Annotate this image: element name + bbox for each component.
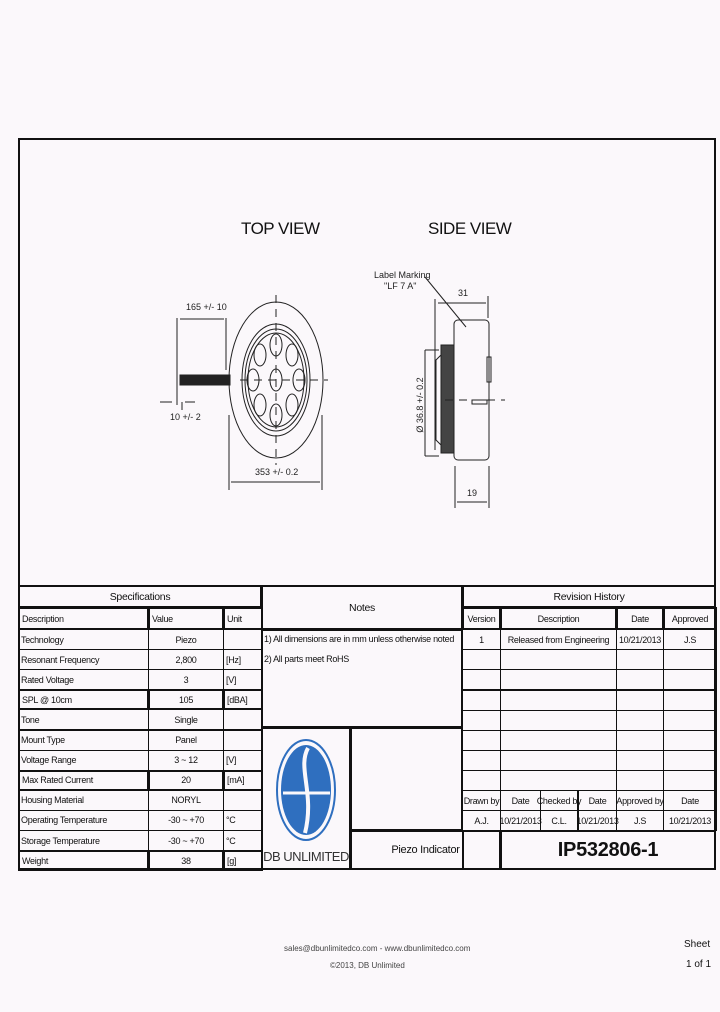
spec-cell: NORYL <box>148 790 224 811</box>
spec-cell: [V] <box>223 750 263 771</box>
blank-cell <box>462 830 501 870</box>
db-logo-mark <box>275 738 337 843</box>
spec-header-cell: Unit <box>223 607 263 630</box>
dim-diameter-top: 353 +/- 0.2 <box>255 467 299 477</box>
spec-cell: 3 ~ 12 <box>148 750 224 771</box>
spec-cell: Weight <box>18 850 149 871</box>
revision-cell <box>663 750 717 771</box>
approval-value-cell: C.L. <box>540 810 578 831</box>
revision-cell <box>500 730 617 751</box>
approval-header-cell: Checked by <box>540 790 578 811</box>
approval-value-cell: 10/21/2013 <box>663 810 717 831</box>
spec-cell: [Hz] <box>223 649 263 670</box>
revision-cell <box>500 690 617 711</box>
dim-lead-length: 165 +/- 10 <box>186 302 227 312</box>
spec-cell: Panel <box>148 730 224 751</box>
revision-cell <box>616 669 664 690</box>
spec-cell <box>223 730 263 751</box>
dim-depth: 19 <box>467 488 478 498</box>
spec-cell <box>223 790 263 811</box>
revision-cell: 10/21/2013 <box>616 629 664 650</box>
revision-cell <box>500 649 617 670</box>
spec-cell <box>223 709 263 730</box>
revision-cell <box>663 770 717 791</box>
revision-header-cell: Approved <box>663 607 717 630</box>
spec-cell: °C <box>223 810 263 831</box>
revision-cell <box>663 649 717 670</box>
revision-cell: 1 <box>462 629 501 650</box>
spec-cell: Operating Temperature <box>18 810 149 831</box>
revision-history-title: Revision History <box>462 585 716 608</box>
revision-header-cell: Description <box>500 607 617 630</box>
spec-cell: Storage Temperature <box>18 830 149 851</box>
part-description: Piezo Indicator <box>350 830 501 870</box>
revision-cell <box>616 690 664 711</box>
spec-cell: SPL @ 10cm <box>18 689 149 710</box>
revision-cell <box>616 649 664 670</box>
blank-cell <box>350 727 463 831</box>
revision-cell <box>616 710 664 731</box>
spec-cell: Max Rated Current <box>18 770 149 791</box>
spec-cell: [mA] <box>223 770 263 791</box>
part-number: IP532806-1 <box>500 830 716 870</box>
approval-value-cell: 10/21/2013 <box>578 810 617 831</box>
note-item: 2) All parts meet RoHS <box>264 654 349 664</box>
revision-cell <box>462 770 501 791</box>
revision-cell <box>500 710 617 731</box>
footer-copyright: ©2013, DB Unlimited <box>330 961 405 970</box>
revision-cell <box>462 649 501 670</box>
revision-cell <box>462 730 501 751</box>
spec-cell: -30 ~ +70 <box>148 810 224 831</box>
approval-value-cell: J.S <box>616 810 664 831</box>
revision-cell <box>500 669 617 690</box>
spec-header-cell: Description <box>18 607 149 630</box>
revision-cell <box>616 750 664 771</box>
spec-cell: Housing Material <box>18 790 149 811</box>
spec-cell: Technology <box>18 629 149 650</box>
dim-height: 31 <box>458 288 469 298</box>
revision-cell <box>500 750 617 771</box>
spec-header-cell: Value <box>148 607 224 630</box>
note-item: 1) All dimensions are in mm unless otherwise noted <box>264 634 455 644</box>
revision-cell <box>462 690 501 711</box>
revision-cell <box>663 710 717 731</box>
spec-cell: 3 <box>148 669 224 690</box>
spec-cell: Mount Type <box>18 730 149 751</box>
spec-cell: Single <box>148 709 224 730</box>
spec-cell: Piezo <box>148 629 224 650</box>
approval-value-cell: 10/21/2013 <box>500 810 541 831</box>
revision-cell <box>663 730 717 751</box>
sheet-label: Sheet <box>684 939 711 950</box>
revision-cell: J.S <box>663 629 717 650</box>
company-logo <box>261 727 351 870</box>
spec-cell: 105 <box>148 689 224 710</box>
notes-body <box>261 629 463 728</box>
revision-cell: Released from Engineering <box>500 629 617 650</box>
top-view-title: TOP VIEW <box>241 219 320 238</box>
revision-cell <box>663 669 717 690</box>
spec-cell: Voltage Range <box>18 750 149 771</box>
logo-text: DB UNLIMITED <box>263 849 349 864</box>
revision-cell <box>462 710 501 731</box>
approval-header-cell: Drawn by <box>462 790 501 811</box>
spec-cell: °C <box>223 830 263 851</box>
spec-cell: -30 ~ +70 <box>148 830 224 851</box>
revision-cell <box>663 690 717 711</box>
spec-cell: Rated Voltage <box>18 669 149 690</box>
side-view-title: SIDE VIEW <box>428 219 512 238</box>
revision-cell <box>616 730 664 751</box>
revision-header-cell: Date <box>616 607 664 630</box>
spec-cell: 38 <box>148 850 224 871</box>
spec-cell: 20 <box>148 770 224 791</box>
revision-cell <box>462 750 501 771</box>
revision-cell <box>462 669 501 690</box>
sheet-value: 1 of 1 <box>686 959 712 970</box>
footer-contact: sales@dbunlimitedco.com - www.dbunlimitedco.com <box>284 944 471 953</box>
specifications-title: Specifications <box>18 585 262 608</box>
side-view-drawing <box>425 277 505 508</box>
approval-header-cell: Date <box>663 790 717 811</box>
dim-diameter-side: Ø 36.8 +/- 0.2 <box>415 377 425 433</box>
spec-cell: [V] <box>223 669 263 690</box>
spec-cell: [dBA] <box>223 689 263 710</box>
label-marking-line2: "LF 7 A" <box>384 281 417 291</box>
top-view-drawing <box>160 295 328 490</box>
spec-cell: Resonant Frequency <box>18 649 149 670</box>
label-marking-line1: Label Marking <box>374 270 431 280</box>
revision-cell <box>500 770 617 791</box>
notes-title: Notes <box>261 585 463 630</box>
approval-header-cell: Date <box>578 790 617 811</box>
spec-cell: 2,800 <box>148 649 224 670</box>
approval-header-cell: Date <box>500 790 541 811</box>
dim-lead-spacing: 10 +/- 2 <box>170 412 201 422</box>
revision-cell <box>616 770 664 791</box>
approval-header-cell: Approved by <box>616 790 664 811</box>
approval-value-cell: A.J. <box>462 810 501 831</box>
spec-cell: Tone <box>18 709 149 730</box>
revision-header-cell: Version <box>462 607 501 630</box>
spec-cell <box>223 629 263 650</box>
spec-cell: [g] <box>223 850 263 871</box>
